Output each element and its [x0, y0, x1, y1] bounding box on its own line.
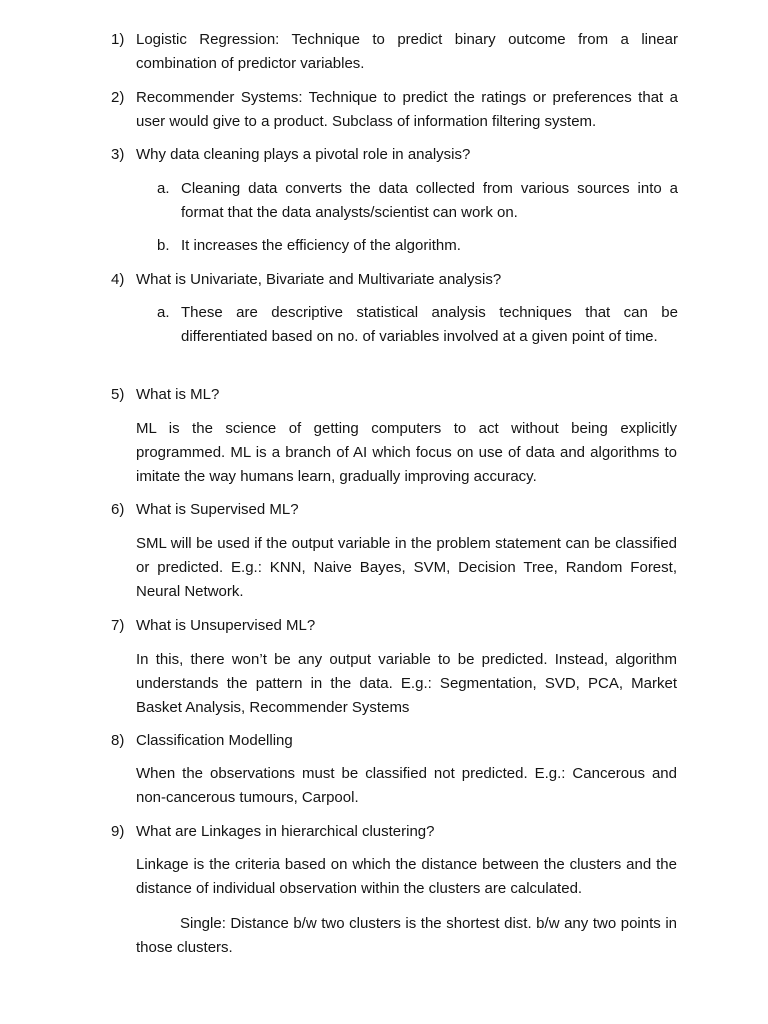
item-text: What is ML? — [136, 386, 220, 403]
list-item — [111, 268, 678, 292]
item-number: 1) — [111, 31, 125, 48]
sub-item — [157, 301, 678, 349]
linkage-single-paragraph: Single: Distance b/w two clusters is the shortest dist. b/w any two points in those clusters. — [136, 915, 677, 956]
sub-item-letter: b. — [157, 237, 170, 254]
sub-item — [157, 177, 678, 225]
item-text: What is Univariate, Bivariate and Multivariate analysis? — [136, 271, 502, 288]
item-number: 9) — [111, 823, 125, 840]
list-item — [111, 143, 678, 167]
answer-paragraph: ML is the science of getting computers to act without being explicitly programmed. ML is a branch of AI which focus on use of data and algorithms to imitate the way humans learn, gradually improving accuracy. — [136, 420, 677, 485]
item-number: 5) — [111, 386, 125, 403]
sub-item-text: These are descriptive statistical analysis techniques that can be differentiated based on no. of variables involved at a given point of time. — [181, 304, 678, 345]
sub-item-letter: a. — [157, 304, 170, 321]
sub-item-letter: a. — [157, 180, 170, 197]
item-text: Why data cleaning plays a pivotal role in analysis? — [136, 146, 471, 163]
item-text: What is Unsupervised ML? — [136, 617, 316, 634]
item-text: What are Linkages in hierarchical clustering? — [136, 823, 435, 840]
list-item — [111, 86, 678, 134]
answer-paragraph: When the observations must be classified not predicted. E.g.: Cancerous and non-cancerous tumours, Carpool. — [136, 765, 677, 806]
item-number: 2) — [111, 89, 125, 106]
list-item — [111, 383, 678, 407]
answer-paragraph: Linkage is the criteria based on which the distance between the clusters and the distance of individual observation within the clusters are calculated. — [136, 856, 677, 897]
sub-item-text: Cleaning data converts the data collected from various sources into a format that the data analysts/scientist can work on. — [181, 180, 678, 221]
list-item — [111, 28, 678, 76]
item-number: 6) — [111, 501, 125, 518]
sub-item — [157, 234, 678, 258]
item-number: 8) — [111, 732, 125, 749]
item-number: 7) — [111, 617, 125, 634]
item-number: 3) — [111, 146, 125, 163]
item-number: 4) — [111, 271, 125, 288]
item-text: Classification Modelling — [136, 732, 293, 749]
list-item — [111, 729, 678, 753]
item-text: Recommender Systems: Technique to predict the ratings or preferences that a user would give to a product. Subclass of information filtering system. — [136, 89, 678, 130]
answer-paragraph: SML will be used if the output variable in the problem statement can be classified or predicted. E.g.: KNN, Naive Bayes, SVM, Decision Tree, Random Forest, Neural Network. — [136, 535, 677, 600]
sub-item-text: It increases the efficiency of the algorithm. — [181, 237, 461, 254]
list-item — [111, 498, 678, 522]
list-item — [111, 614, 678, 638]
item-text: What is Supervised ML? — [136, 501, 299, 518]
list-item — [111, 820, 678, 844]
item-text: Logistic Regression: Technique to predict binary outcome from a linear combination of predictor variables. — [136, 31, 678, 72]
answer-paragraph: In this, there won’t be any output variable to be predicted. Instead, algorithm understands the pattern in the data. E.g.: Segmentation, SVD, PCA, Market Basket Analysis, Recommender Systems — [136, 651, 677, 716]
